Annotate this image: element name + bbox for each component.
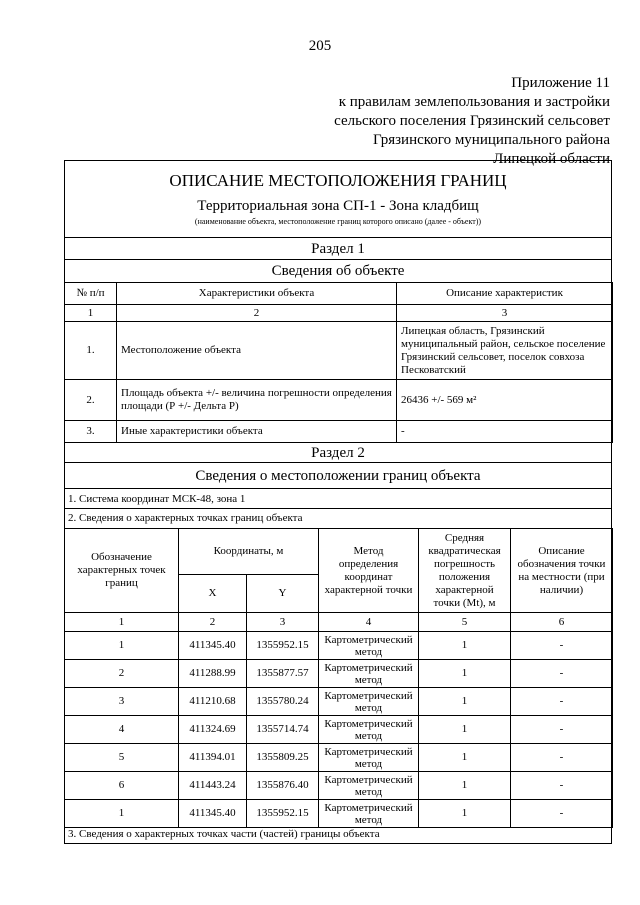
page-number: 205	[308, 38, 332, 54]
column-header: Описание обозначения точки на местности (при наличии)	[511, 529, 613, 613]
y-coordinate: 1355952.15	[247, 800, 319, 828]
column-number: 5	[419, 613, 511, 632]
section-2-row	[65, 443, 611, 463]
characteristic-name: Площадь объекта +/- величина погрешности определения площади (Р +/- Дельта Р)	[117, 380, 397, 421]
accuracy: 1	[419, 688, 511, 716]
accuracy: 1	[419, 632, 511, 660]
column-number-row	[65, 613, 613, 632]
column-header: Метод определения координат характерной точки	[319, 529, 419, 613]
title-block	[65, 161, 611, 238]
table-row	[65, 772, 613, 800]
section-2-title-row	[65, 463, 611, 489]
column-header: Описание характеристик	[397, 283, 613, 305]
boundary-points-table	[64, 528, 613, 828]
column-header: Обозначение характерных точек границ	[65, 529, 179, 613]
boundary-description-form	[64, 160, 612, 844]
column-header: Y	[247, 575, 319, 613]
method: Картометрический метод	[319, 716, 419, 744]
x-coordinate: 411288.99	[179, 660, 247, 688]
x-coordinate: 411345.40	[179, 800, 247, 828]
column-number: 3	[397, 305, 613, 322]
row-number: 2.	[65, 380, 117, 421]
point-description: -	[511, 688, 613, 716]
y-coordinate: 1355877.57	[247, 660, 319, 688]
point-id: 2	[65, 660, 179, 688]
column-number: 3	[247, 613, 319, 632]
characteristic-value: 26436 +/- 569 м²	[397, 380, 613, 421]
row-number: 3.	[65, 421, 117, 443]
accuracy: 1	[419, 800, 511, 828]
column-number: 1	[65, 613, 179, 632]
y-coordinate: 1355876.40	[247, 772, 319, 800]
accuracy: 1	[419, 772, 511, 800]
column-header: Характеристики объекта	[117, 283, 397, 305]
point-description: -	[511, 772, 613, 800]
object-name: Территориальная зона СП-1 - Зона кладбищ	[197, 198, 479, 214]
object-name-note: (наименование объекта, местоположение границ которого описано (далее - объект))	[194, 217, 482, 226]
y-coordinate: 1355780.24	[247, 688, 319, 716]
section-2-title: Сведения о местоположении границ объекта	[195, 468, 481, 484]
parts-heading-row	[65, 825, 611, 844]
points-heading-row	[65, 509, 611, 528]
point-id: 1	[65, 800, 179, 828]
appendix-line: сельского поселения Грязинский сельсовет	[334, 113, 610, 129]
table-header-row	[65, 283, 613, 305]
section-1-title-row	[65, 260, 611, 283]
appendix-line: к правилам землепользования и застройки	[338, 94, 610, 110]
section-1-label: Раздел 1	[311, 241, 365, 257]
appendix-line: Грязинского муниципального района	[373, 132, 610, 148]
table-row	[65, 380, 613, 421]
column-number: 1	[65, 305, 117, 322]
column-number: 2	[179, 613, 247, 632]
section-1-row	[65, 238, 611, 260]
document-title: ОПИСАНИЕ МЕСТОПОЛОЖЕНИЯ ГРАНИЦ	[169, 171, 507, 190]
method: Картометрический метод	[319, 688, 419, 716]
x-coordinate: 411210.68	[179, 688, 247, 716]
parts-heading: 3. Сведения о характерных точках части (частей) границы объекта	[68, 828, 380, 840]
appendix-header	[334, 74, 610, 169]
appendix-line: Липецкой области	[493, 151, 610, 167]
table-row	[65, 800, 613, 828]
point-id: 1	[65, 632, 179, 660]
accuracy: 1	[419, 744, 511, 772]
column-number: 2	[117, 305, 397, 322]
point-description: -	[511, 744, 613, 772]
point-id: 6	[65, 772, 179, 800]
points-heading: 2. Сведения о характерных точках границ объекта	[68, 512, 303, 524]
column-header: Координаты, м	[179, 529, 319, 575]
object-info-table	[64, 282, 613, 443]
point-id: 3	[65, 688, 179, 716]
characteristic-name: Местоположение объекта	[117, 322, 397, 380]
column-header: X	[179, 575, 247, 613]
method: Картометрический метод	[319, 632, 419, 660]
x-coordinate: 411345.40	[179, 632, 247, 660]
column-number: 4	[319, 613, 419, 632]
section-2-label: Раздел 2	[311, 445, 365, 461]
method: Картометрический метод	[319, 744, 419, 772]
coordinate-system-row	[65, 489, 611, 509]
point-description: -	[511, 716, 613, 744]
row-number: 1.	[65, 322, 117, 380]
characteristic-value: Липецкая область, Грязинский муниципальный район, сельское поселение Грязинский сельсовет, поселок совхоза Песковатский	[397, 322, 613, 380]
table-row	[65, 632, 613, 660]
point-description: -	[511, 800, 613, 828]
section-1-title: Сведения об объекте	[271, 263, 405, 279]
accuracy: 1	[419, 716, 511, 744]
table-row	[65, 660, 613, 688]
appendix-line: Приложение 11	[511, 75, 610, 91]
table-row	[65, 421, 613, 443]
y-coordinate: 1355714.74	[247, 716, 319, 744]
table-header-row	[65, 529, 613, 575]
accuracy: 1	[419, 660, 511, 688]
table-row	[65, 716, 613, 744]
x-coordinate: 411324.69	[179, 716, 247, 744]
point-id: 5	[65, 744, 179, 772]
column-number-row	[65, 305, 613, 322]
point-id: 4	[65, 716, 179, 744]
method: Картометрический метод	[319, 660, 419, 688]
point-description: -	[511, 660, 613, 688]
table-row	[65, 688, 613, 716]
column-header: № п/п	[65, 283, 117, 305]
characteristic-value: -	[397, 421, 613, 443]
column-header: Средняя квадратическая погрешность положения характерной точки (Mt), м	[419, 529, 511, 613]
characteristic-name: Иные характеристики объекта	[117, 421, 397, 443]
y-coordinate: 1355952.15	[247, 632, 319, 660]
method: Картометрический метод	[319, 772, 419, 800]
table-row	[65, 322, 613, 380]
column-number: 6	[511, 613, 613, 632]
point-description: -	[511, 632, 613, 660]
x-coordinate: 411394.01	[179, 744, 247, 772]
coordinate-system: 1. Система координат МСК-48, зона 1	[68, 493, 246, 505]
table-row	[65, 744, 613, 772]
x-coordinate: 411443.24	[179, 772, 247, 800]
method: Картометрический метод	[319, 800, 419, 828]
y-coordinate: 1355809.25	[247, 744, 319, 772]
